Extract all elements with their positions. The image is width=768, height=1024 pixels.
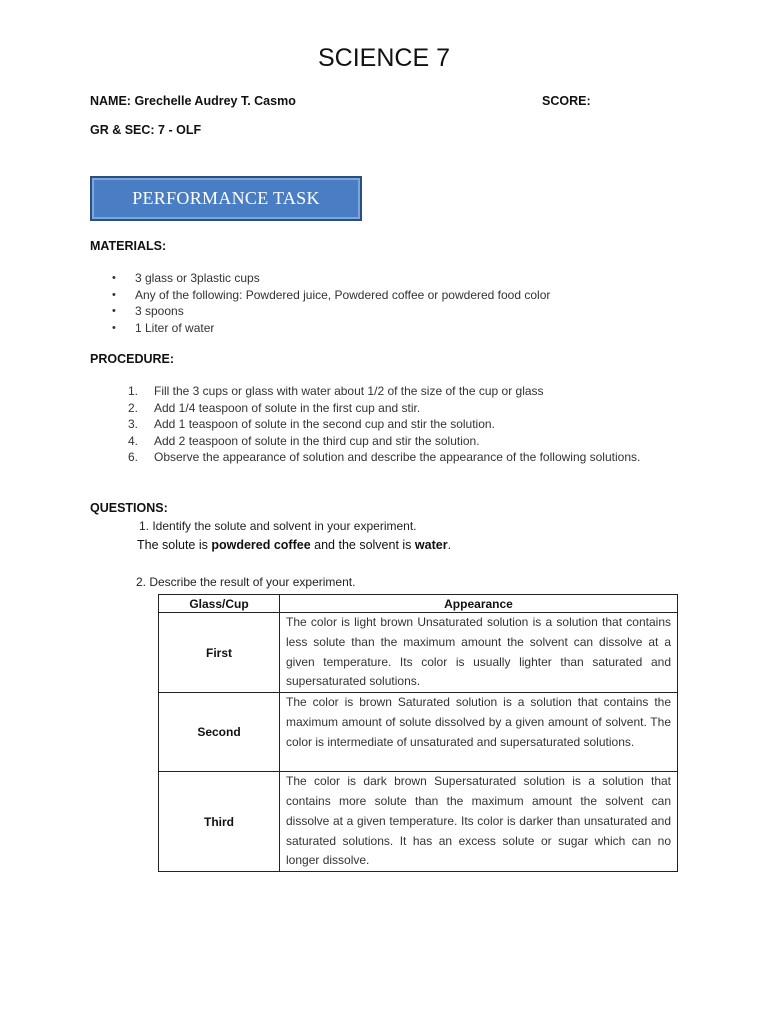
- page-title: SCIENCE 7: [318, 44, 450, 72]
- questions-heading: QUESTIONS:: [90, 501, 168, 515]
- glass-cell: First: [159, 613, 280, 693]
- appearance-cell: The color is brown Saturated solution is a solution that contains the maximum amount of solute dissolved by a given amount of solvent. The color is intermediate of unsaturated and supersaturated solutions.: [280, 693, 678, 772]
- step-text: Add 2 teaspoon of solute in the third cup and stir the solution.: [154, 433, 480, 448]
- list-item: • 3 glass or 3plastic cups: [112, 270, 550, 287]
- student-name: NAME: Grechelle Audrey T. Casmo: [90, 94, 296, 108]
- step-text: Add 1 teaspoon of solute in the second cup and stir the solution.: [154, 417, 495, 431]
- performance-task-banner: [90, 176, 362, 221]
- list-item: [128, 383, 677, 400]
- question-1: 1. Identify the solute and solvent in your experiment.: [139, 519, 417, 533]
- list-item: [128, 433, 677, 450]
- step-number: 3.: [128, 417, 139, 431]
- results-table: [158, 594, 678, 872]
- step-text: Observe the appearance of solution and describe the appearance of the following solutions.: [154, 450, 641, 464]
- table-row: [159, 772, 678, 872]
- step-number: 1.: [128, 384, 139, 398]
- table-row: [159, 693, 678, 772]
- step-number: 2.: [128, 400, 139, 415]
- answer-1-suffix: .: [447, 538, 452, 552]
- score-label: SCORE:: [542, 94, 591, 108]
- step-text: Add 1/4 teaspoon of solute in the first cup and stir.: [154, 400, 421, 415]
- step-text: Fill the 3 cups or glass with water about 1/2 of the size of the cup or glass: [154, 384, 544, 398]
- table-header-row: [159, 595, 678, 613]
- question-2: 2. Describe the result of your experiment.: [136, 575, 356, 589]
- materials-list: [112, 270, 550, 336]
- step-number: 4.: [128, 433, 139, 448]
- list-item: • 3 spoons: [112, 303, 550, 320]
- answer-1-solvent: water: [414, 538, 448, 552]
- list-item: [128, 400, 677, 417]
- column-header-appearance: Appearance: [280, 595, 678, 613]
- appearance-cell: The color is light brown Unsaturated solution is a solution that contains less solute than the maximum amount the solvent can dissolve at a given temperature. Its color is usually lighter than saturated and supersaturated solutions.: [280, 613, 678, 693]
- performance-task-banner-text: PERFORMANCE TASK: [132, 188, 320, 208]
- list-item: • Any of the following: Powdered juice, Powdered coffee or powdered food color: [112, 287, 550, 304]
- table-row: [159, 613, 678, 693]
- list-item: [128, 449, 677, 466]
- answer-1-solute: powdered coffee: [211, 538, 311, 552]
- column-header-glass: Glass/Cup: [159, 595, 280, 613]
- appearance-cell: The color is dark brown Supersaturated solution is a solution that contains more solute than the maximum amount the solvent can dissolve at a given temperature. Its color is darker than unsaturated and saturated solutions. It has an excess solute or sugar which can no longer dissolve.: [280, 772, 678, 872]
- materials-heading: MATERIALS:: [90, 239, 167, 253]
- procedure-list: [128, 383, 677, 466]
- answer-1-prefix: The solute is: [137, 538, 212, 552]
- grade-section: GR & SEC: 7 - OLF: [90, 123, 202, 137]
- glass-cell: Second: [159, 693, 280, 772]
- procedure-heading: PROCEDURE:: [90, 352, 175, 366]
- glass-cell: Third: [159, 772, 280, 872]
- answer-1: [137, 538, 451, 552]
- step-number: 6.: [128, 450, 139, 464]
- list-item: • 1 Liter of water: [112, 320, 550, 337]
- list-item: [128, 416, 677, 433]
- answer-1-middle: and the solvent is: [310, 538, 415, 552]
